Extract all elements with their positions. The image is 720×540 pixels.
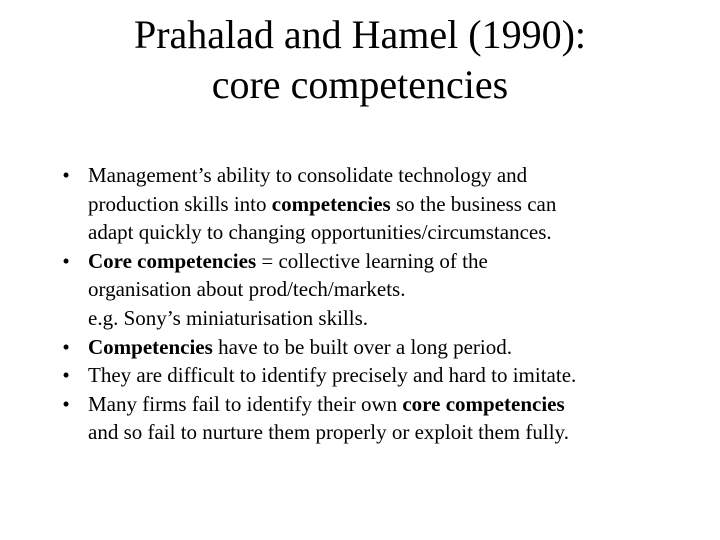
bullet-text: = collective learning of the [256,248,488,273]
bullet-line [88,161,686,190]
bullet-text: organisation about prod/tech/markets. [88,277,406,302]
bullet-text: Many firms fail to identify their own [88,391,403,416]
bullet-text: Management’s ability to consolidate technology and [88,163,528,187]
bullet-icon: • [62,248,70,273]
bullet-line [88,361,686,390]
bullet-item [56,161,686,247]
bullet-list [56,161,686,447]
bullet-line [88,304,686,333]
slide-title-line-1: Prahalad and Hamel (1990): [133,12,587,57]
bullet-text: have to be built over a long period. [212,334,512,359]
bold-term: core competencies [402,391,565,416]
bullet-item [56,333,686,362]
bullet-icon: • [62,363,70,388]
bullet-line [88,418,686,447]
bullet-line [88,333,686,362]
slide-title [0,10,720,110]
bullet-line [88,218,686,247]
bullet-text: adapt quickly to changing opportunities/circumstances. [88,220,552,245]
bullet-icon: • [62,163,70,187]
slide-title-line-2: core competencies [211,62,509,107]
bold-term: Core competencies [88,248,257,273]
bold-term: Competencies [88,334,213,359]
bullet-text: production skills into [88,191,272,216]
bullet-line [88,190,686,219]
bullet-icon: • [62,391,70,416]
bullet-text: and so fail to nurture them properly or exploit them fully. [88,420,569,445]
bullet-line [88,275,686,304]
bullet-item [56,247,686,333]
bullet-icon: • [62,334,70,359]
bullet-line [88,390,686,419]
bullet-text: e.g. Sony’s miniaturisation skills. [88,305,369,330]
bullet-text: so the business can [390,191,557,216]
bold-term: competencies [271,191,391,216]
bullet-item [56,390,686,447]
bullet-line [88,247,686,276]
bullet-item [56,361,686,390]
bullet-text: They are difficult to identify precisely and hard to imitate. [88,363,577,388]
